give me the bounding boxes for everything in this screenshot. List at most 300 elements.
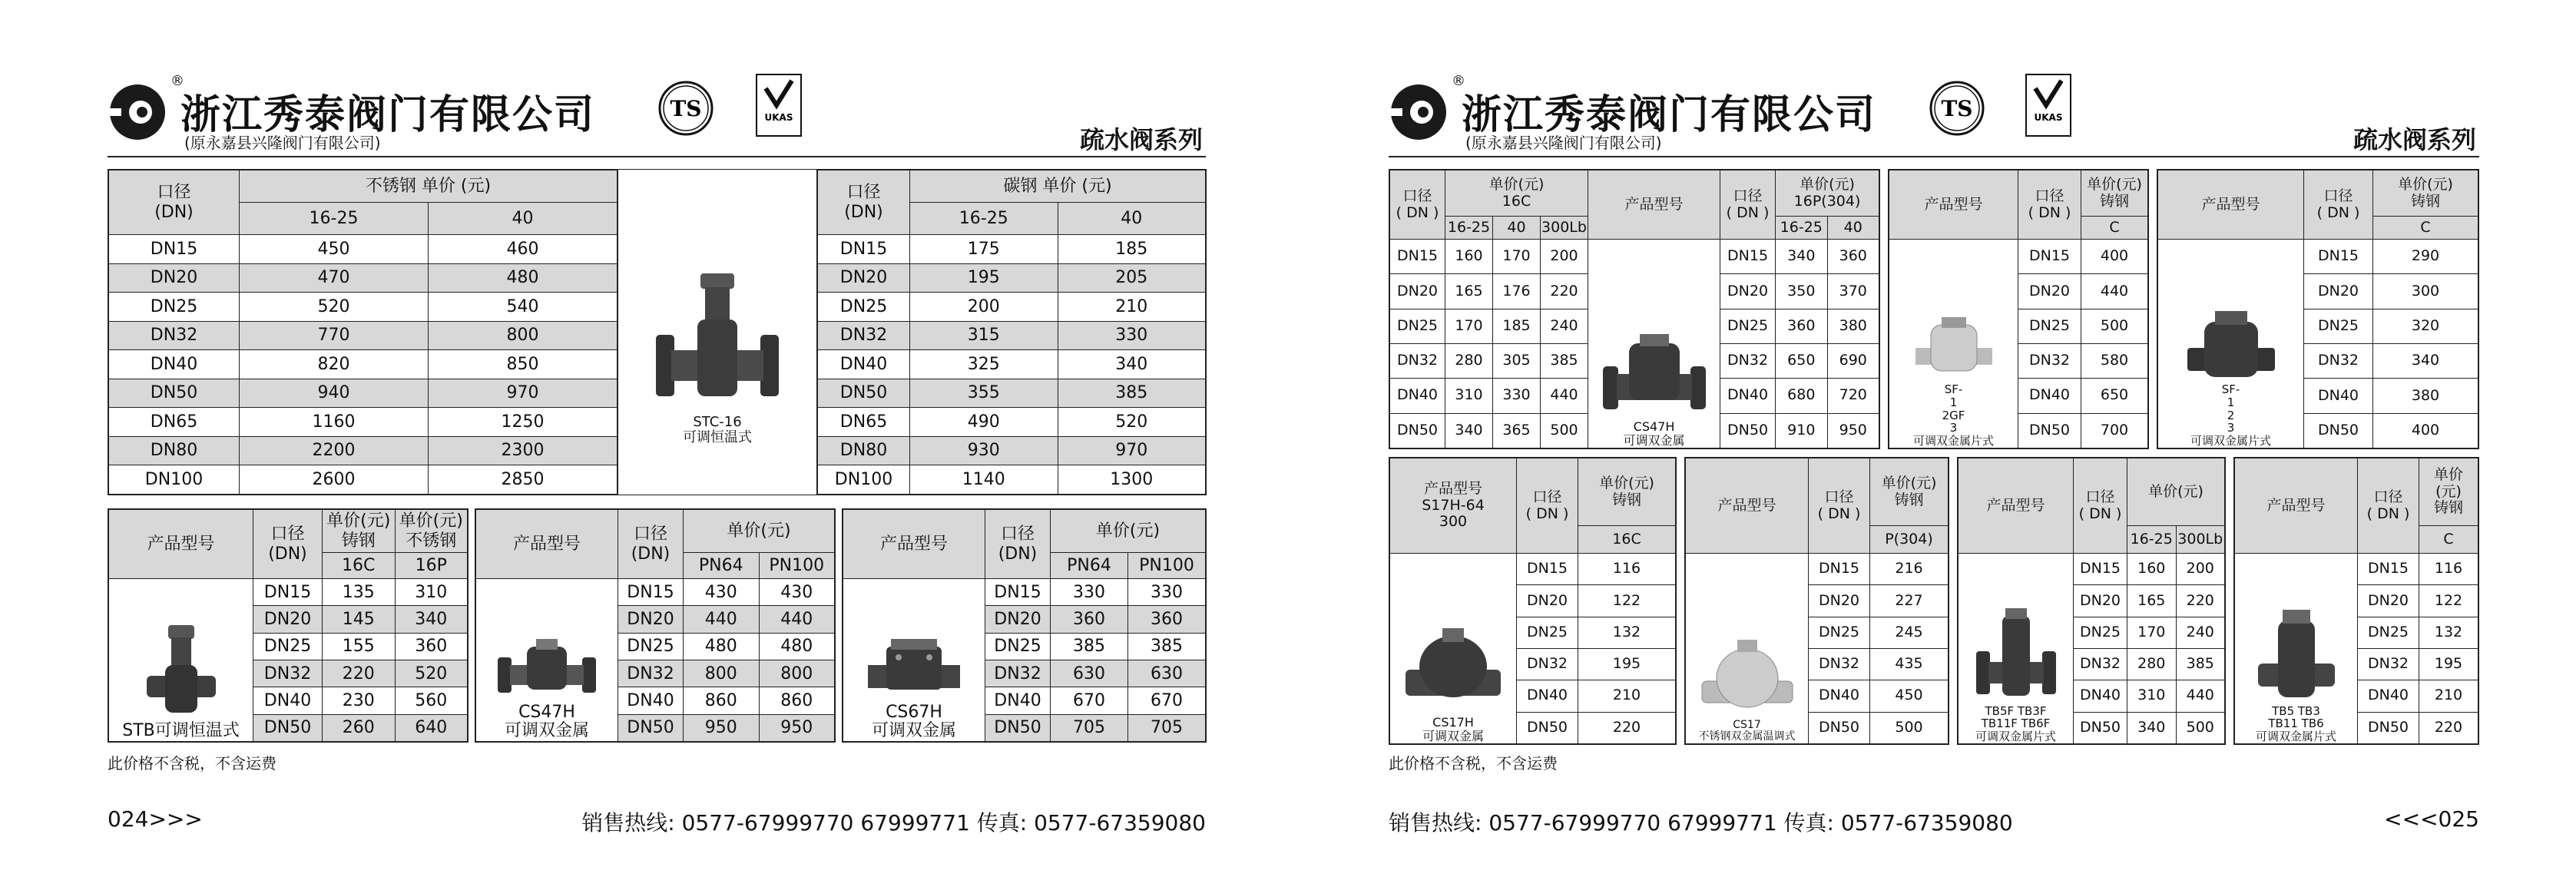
- table-cell: DN20: [1720, 274, 1776, 309]
- table-cell: 650: [1776, 343, 1827, 378]
- ts-mark-icon: [1928, 79, 1986, 137]
- table-cell: DN25: [1720, 309, 1776, 343]
- product-image-cs17h: [1390, 554, 1517, 744]
- table-cell: 520: [1058, 408, 1206, 437]
- hotline-right: 销售热线: 0577-67999770 67999771 传真: 0577-67359080: [1389, 810, 2013, 836]
- left-page: [108, 0, 1206, 877]
- table-cell: 800: [684, 660, 760, 687]
- col-header-model: 产品型号 S17H-64 300: [1390, 458, 1517, 554]
- table-cell: 305: [1493, 343, 1541, 378]
- table-cell: 500: [1870, 712, 1949, 743]
- col-header-model: 产品型号: [476, 510, 618, 579]
- ukas-text: UKAS: [2034, 112, 2063, 123]
- table-cell: 16-25: [1776, 217, 1827, 240]
- table-cell: 440: [2176, 680, 2225, 712]
- col-header-pressure-1: 16-25: [910, 203, 1058, 235]
- header-left: [108, 73, 1206, 165]
- table-cell: 220: [323, 660, 396, 687]
- table-cell: 360: [1827, 240, 1879, 274]
- col-header-16p: 16P: [395, 553, 468, 579]
- col-header-price: 单价(元) 铸钢: [1578, 458, 1676, 526]
- table-cell: 220: [1541, 274, 1588, 309]
- table-row: [818, 436, 1206, 465]
- table-cell: DN65: [109, 408, 240, 437]
- table-row: [109, 321, 618, 350]
- table-cell: 220: [2419, 712, 2478, 743]
- valve-stc16-icon: [641, 258, 794, 412]
- table-row: [818, 350, 1206, 379]
- col-header-pressure-1: 16-25: [240, 203, 429, 235]
- table-cell: 500: [2176, 712, 2225, 743]
- table-cell: 950: [759, 714, 835, 741]
- company-logo-icon: [108, 82, 167, 142]
- table-cell: 340: [1776, 240, 1827, 274]
- price-table-stb: [108, 508, 469, 743]
- col-header-price-stainless: 单价(元) 不锈钢: [395, 510, 468, 553]
- table-cell: DN25: [818, 293, 910, 322]
- table-cell: 360: [395, 633, 468, 660]
- col-header-dn: 口径 ( DN ): [2074, 458, 2127, 554]
- company-former-name: (原永嘉县兴隆阀门有限公司): [184, 134, 381, 152]
- product-image-tb5f: [1958, 554, 2074, 744]
- table-cell: DN25: [618, 633, 684, 660]
- table-cell: 210: [1578, 680, 1676, 712]
- table-cell: DN15: [109, 235, 240, 264]
- header-rule: [1389, 156, 2479, 157]
- table-cell: DN15: [2018, 240, 2081, 274]
- table-cell: 185: [1058, 235, 1206, 264]
- valve-stb-icon: [131, 622, 231, 722]
- table-cell: 340: [395, 606, 468, 633]
- valve-sf-icon: [2181, 306, 2281, 383]
- col-header-dn: 口径 (DN): [109, 170, 240, 235]
- col-header-material: 不锈钢 单价 (元): [240, 170, 618, 203]
- col-header-price-16p: 单价(元) 16P(304): [1776, 170, 1879, 217]
- col-header-pn100: PN100: [1128, 553, 1206, 579]
- price-table-tb5f: [1957, 457, 2226, 745]
- product-image-cs47h: [476, 579, 618, 742]
- table-cell: DN40: [2074, 680, 2127, 712]
- product-image-cs47h: [1588, 240, 1720, 448]
- table-cell: 145: [323, 606, 396, 633]
- price-table-cs17: [1684, 457, 1949, 745]
- table-cell: 430: [684, 579, 760, 606]
- product-caption: CS17H 可调双金属: [1422, 715, 1484, 744]
- table-cell: 650: [2081, 379, 2148, 413]
- price-table-cs17h: [1389, 457, 1677, 745]
- product-caption: CS17 不锈钢双金属温调式: [1698, 718, 1796, 743]
- table-cell: 940: [240, 379, 429, 408]
- table-cell: 860: [759, 687, 835, 714]
- table-cell: DN25: [1390, 309, 1445, 343]
- table-cell: DN20: [2358, 585, 2419, 617]
- valve-cs47h-icon: [493, 634, 601, 703]
- table-row: [843, 579, 1206, 606]
- product-image-tb5: [2235, 554, 2358, 744]
- table-cell: DN15: [1809, 554, 1870, 585]
- table-cell: 185: [1493, 309, 1541, 343]
- table-cell: 200: [910, 293, 1058, 322]
- col-header-dn: 口径 (DN): [818, 170, 910, 235]
- table-cell: DN100: [818, 465, 910, 495]
- table-cell: 160: [1445, 240, 1493, 274]
- table-cell: DN20: [253, 606, 323, 633]
- table-cell: 480: [759, 633, 835, 660]
- table-cell: 385: [1051, 633, 1128, 660]
- table-cell: 950: [1827, 413, 1879, 448]
- table-cell: 300Lb: [2176, 526, 2225, 554]
- product-caption: TB5 TB3 TB11 TB6 可调双金属片式: [2255, 703, 2336, 744]
- table-cell: 380: [1827, 309, 1879, 343]
- col-header-pn64: PN64: [1051, 553, 1128, 579]
- table-cell: 40: [1827, 217, 1879, 240]
- table-cell: 705: [1128, 714, 1206, 741]
- table-cell: 385: [1128, 633, 1206, 660]
- table-cell: DN25: [1517, 617, 1578, 648]
- price-note: 此价格不含税，不含运费: [1389, 754, 1558, 773]
- table-cell: 800: [759, 660, 835, 687]
- table-cell: DN20: [2018, 274, 2081, 309]
- table-cell: 40: [1493, 217, 1541, 240]
- col-header-price-cast: 单价(元) 铸钢: [323, 510, 396, 553]
- table-cell: DN50: [1720, 413, 1776, 448]
- table-cell: 300Lb: [1541, 217, 1588, 240]
- table-cell: 950: [684, 714, 760, 741]
- table-cell: DN50: [2018, 413, 2081, 448]
- table-cell: 340: [1058, 350, 1206, 379]
- table-row: [1390, 554, 1676, 585]
- table-cell: DN32: [985, 660, 1051, 687]
- ukas-text: UKAS: [764, 112, 793, 123]
- col-header-dn: 口径 ( DN ): [1390, 170, 1445, 240]
- table-cell: 16-25: [1445, 217, 1493, 240]
- table-cell: 355: [910, 379, 1058, 408]
- table-cell: 430: [759, 579, 835, 606]
- right-page: [1389, 0, 2479, 877]
- product-caption: STB可调恒温式: [122, 721, 240, 741]
- table-row: [109, 263, 618, 293]
- table-cell: DN32: [2074, 648, 2127, 680]
- table-cell: DN25: [1809, 617, 1870, 648]
- table-cell: 520: [395, 660, 468, 687]
- table-row: [818, 263, 1206, 293]
- table-cell: 560: [395, 687, 468, 714]
- col-header-price: 单价(元): [684, 510, 835, 553]
- page-number-right: <<<025: [2384, 806, 2479, 832]
- valve-cs47h-icon: [1597, 328, 1712, 420]
- table-cell: DN50: [109, 379, 240, 408]
- table-cell: 970: [1058, 436, 1206, 465]
- table-row: [109, 408, 618, 437]
- table-cell: 380: [2373, 379, 2478, 413]
- price-table-sf-gf: [1888, 169, 2149, 449]
- table-cell: DN50: [618, 714, 684, 741]
- table-cell: DN25: [985, 633, 1051, 660]
- table-cell: 310: [1445, 379, 1493, 413]
- col-header-dn: 口径 ( DN ): [2304, 170, 2373, 240]
- col-header-16c: 16C: [323, 553, 396, 579]
- table-cell: DN50: [1517, 712, 1578, 743]
- table-row: [109, 465, 618, 495]
- table-cell: DN20: [2304, 274, 2373, 309]
- product-caption: SF- 1 2GF 3 可调双金属片式: [1912, 382, 1994, 448]
- table-cell: 440: [684, 606, 760, 633]
- table-cell: 450: [240, 235, 429, 264]
- table-cell: DN15: [253, 579, 323, 606]
- price-table-cs67h: [842, 508, 1207, 743]
- table-row: [818, 235, 1206, 264]
- table-cell: 520: [240, 293, 429, 322]
- ts-text: TS: [670, 96, 702, 121]
- table-cell: 310: [395, 579, 468, 606]
- table-cell: 330: [1051, 579, 1128, 606]
- table-cell: 820: [240, 350, 429, 379]
- table-cell: 122: [2419, 585, 2478, 617]
- table-cell: DN15: [2358, 554, 2419, 585]
- registered-mark: ®: [171, 73, 184, 89]
- table-cell: 450: [1870, 680, 1949, 712]
- table-cell: 340: [1445, 413, 1493, 448]
- price-table-sf: [2157, 169, 2479, 449]
- series-title: 疏水阀系列: [2353, 125, 2476, 154]
- table-cell: 160: [2127, 554, 2177, 585]
- table-cell: DN32: [109, 321, 240, 350]
- page-number-left: 024>>>: [108, 806, 203, 832]
- table-cell: 670: [1051, 687, 1128, 714]
- col-header-model: 产品型号: [2158, 170, 2304, 240]
- table-cell: DN15: [1517, 554, 1578, 585]
- table-cell: 280: [1445, 343, 1493, 378]
- table-cell: DN20: [2074, 585, 2127, 617]
- table-cell: 2850: [429, 465, 618, 495]
- product-caption: TB5F TB3F TB11F TB6F 可调双金属片式: [1975, 703, 2056, 744]
- col-header-price: 单价(元) 铸钢: [2081, 170, 2148, 217]
- table-cell: 850: [429, 350, 618, 379]
- table-cell: 385: [1058, 379, 1206, 408]
- table-cell: DN15: [985, 579, 1051, 606]
- table-cell: 16C: [1578, 526, 1676, 554]
- table-cell: DN25: [253, 633, 323, 660]
- col-header-dn: 口径 (DN): [985, 510, 1051, 579]
- valve-cs17h-icon: [1399, 624, 1507, 716]
- ukas-mark-icon: [2025, 73, 2072, 137]
- table-cell: 440: [759, 606, 835, 633]
- table-cell: DN20: [618, 606, 684, 633]
- table-cell: 1250: [429, 408, 618, 437]
- table-cell: DN15: [2304, 240, 2373, 274]
- table-cell: 340: [2373, 343, 2478, 378]
- table-cell: 122: [1578, 585, 1676, 617]
- table-cell: 800: [429, 321, 618, 350]
- col-header-dn-2: 口径 ( DN ): [1720, 170, 1776, 240]
- col-header-model: 产品型号: [843, 510, 985, 579]
- table-cell: 330: [1128, 579, 1206, 606]
- table-cell: DN40: [2358, 680, 2419, 712]
- table-cell: 1140: [910, 465, 1058, 495]
- table-row: [109, 350, 618, 379]
- table-cell: DN40: [818, 350, 910, 379]
- table-cell: 116: [2419, 554, 2478, 585]
- valve-cs17-icon: [1697, 635, 1797, 720]
- col-header-dn: 口径 ( DN ): [2358, 458, 2419, 554]
- table-cell: DN32: [618, 660, 684, 687]
- table-cell: 170: [2127, 617, 2177, 648]
- valve-sf-gf-icon: [1908, 314, 2000, 383]
- table-cell: 460: [429, 235, 618, 264]
- ukas-mark-icon: [755, 73, 803, 137]
- table-cell: 330: [1493, 379, 1541, 413]
- table-cell: 195: [910, 263, 1058, 293]
- table-cell: DN50: [1809, 712, 1870, 743]
- table-cell: DN20: [818, 263, 910, 293]
- table-cell: 340: [2127, 712, 2177, 743]
- table-cell: 670: [1128, 687, 1206, 714]
- table-cell: 240: [2176, 617, 2225, 648]
- price-table-cs47h-16c-16p: [1389, 169, 1880, 449]
- table-cell: DN50: [2304, 413, 2373, 448]
- table-cell: DN80: [818, 436, 910, 465]
- table-cell: DN80: [109, 436, 240, 465]
- table-cell: DN15: [1720, 240, 1776, 274]
- col-header-dn: 口径 ( DN ): [2018, 170, 2081, 240]
- col-header-model: 产品型号: [1958, 458, 2074, 554]
- table-cell: 170: [1493, 240, 1541, 274]
- col-header-price: 单价 (元) 铸钢: [2419, 458, 2478, 526]
- table-cell: 325: [910, 350, 1058, 379]
- table-cell: C: [2373, 217, 2478, 240]
- table-cell: DN40: [985, 687, 1051, 714]
- table-cell: DN25: [2074, 617, 2127, 648]
- col-header-price: 单价(元): [1051, 510, 1206, 553]
- company-logo-icon: [1389, 82, 1449, 142]
- product-caption: SF- 1 2 3 可调双金属片式: [2190, 382, 2271, 448]
- table-cell: DN25: [2358, 617, 2419, 648]
- table-cell: 350: [1776, 274, 1827, 309]
- table-cell: 435: [1870, 648, 1949, 680]
- table-cell: C: [2081, 217, 2148, 240]
- col-header-price: 单价(元) 铸钢: [2373, 170, 2478, 217]
- table-cell: DN20: [1390, 274, 1445, 309]
- table-cell: 310: [2127, 680, 2177, 712]
- table-row: [818, 408, 1206, 437]
- table-cell: 770: [240, 321, 429, 350]
- table-cell: 360: [1051, 606, 1128, 633]
- product-caption: CS67H 可调双金属: [871, 702, 956, 741]
- table-cell: 132: [2419, 617, 2478, 648]
- col-header-price: 单价(元): [2127, 458, 2225, 526]
- table-cell: DN40: [109, 350, 240, 379]
- table-cell: 205: [1058, 263, 1206, 293]
- table-cell: 155: [323, 633, 396, 660]
- table-cell: DN32: [253, 660, 323, 687]
- table-cell: 240: [1541, 309, 1588, 343]
- registered-mark: ®: [1452, 73, 1465, 89]
- series-title: 疏水阀系列: [1079, 125, 1203, 154]
- table-cell: 910: [1776, 413, 1827, 448]
- table-cell: DN20: [985, 606, 1051, 633]
- table-row: [818, 321, 1206, 350]
- table-cell: DN50: [253, 714, 323, 741]
- table-cell: 385: [1541, 343, 1588, 378]
- table-cell: 500: [2081, 309, 2148, 343]
- col-header-pressure-2: 40: [429, 203, 618, 235]
- table-cell: 200: [1541, 240, 1588, 274]
- table-cell: 116: [1578, 554, 1676, 585]
- table-cell: 365: [1493, 413, 1541, 448]
- table-cell: 195: [1578, 648, 1676, 680]
- table-cell: 175: [910, 235, 1058, 264]
- price-table-carbon: [816, 169, 1207, 495]
- price-table-cs47h: [475, 508, 836, 743]
- table-cell: 16-25: [2127, 526, 2177, 554]
- table-cell: 230: [323, 687, 396, 714]
- table-cell: 680: [1776, 379, 1827, 413]
- table-cell: DN40: [253, 687, 323, 714]
- table-cell: 700: [2081, 413, 2148, 448]
- table-cell: 630: [1128, 660, 1206, 687]
- table-cell: DN32: [1390, 343, 1445, 378]
- table-row: [109, 436, 618, 465]
- product-caption: CS47H 可调双金属: [1623, 419, 1685, 448]
- table-cell: P(304): [1870, 526, 1949, 554]
- table-cell: DN50: [818, 379, 910, 408]
- col-header-dn: 口径 ( DN ): [1517, 458, 1578, 554]
- table-cell: DN40: [1390, 379, 1445, 413]
- table-row: [1889, 240, 2148, 274]
- col-header-price-16c: 单价(元) 16C: [1445, 170, 1588, 217]
- col-header-pressure-2: 40: [1058, 203, 1206, 235]
- table-cell: 330: [1058, 321, 1206, 350]
- table-cell: 210: [1058, 293, 1206, 322]
- table-cell: 580: [2081, 343, 2148, 378]
- table-cell: DN40: [2018, 379, 2081, 413]
- col-header-material: 碳钢 单价 (元): [910, 170, 1206, 203]
- col-header-model: 产品型号: [1588, 170, 1720, 240]
- table-cell: DN25: [2018, 309, 2081, 343]
- table-cell: 540: [429, 293, 618, 322]
- table-cell: 245: [1870, 617, 1949, 648]
- product-image-stc16: [618, 169, 816, 495]
- table-cell: 480: [429, 263, 618, 293]
- table-cell: 705: [1051, 714, 1128, 741]
- table-cell: 500: [1541, 413, 1588, 448]
- table-cell: DN32: [2304, 343, 2373, 378]
- table-cell: 470: [240, 263, 429, 293]
- table-cell: DN32: [2358, 648, 2419, 680]
- table-cell: C: [2419, 526, 2478, 554]
- table-cell: DN32: [1809, 648, 1870, 680]
- table-cell: 195: [2419, 648, 2478, 680]
- product-caption: CS47H 可调双金属: [504, 702, 589, 741]
- hotline-left: 销售热线: 0577-67999770 67999771 传真: 0577-67359080: [581, 810, 1206, 836]
- table-cell: 370: [1827, 274, 1879, 309]
- table-cell: DN40: [1720, 379, 1776, 413]
- table-cell: 220: [2176, 585, 2225, 617]
- product-image-cs17: [1686, 554, 1809, 744]
- table-row: [109, 579, 468, 606]
- table-cell: 970: [429, 379, 618, 408]
- table-cell: DN50: [2074, 712, 2127, 743]
- table-cell: DN32: [1720, 343, 1776, 378]
- table-cell: 440: [1541, 379, 1588, 413]
- table-cell: 2300: [429, 436, 618, 465]
- col-header-dn: 口径 (DN): [618, 510, 684, 579]
- company-former-name: (原永嘉县兴隆阀门有限公司): [1465, 134, 1662, 152]
- col-header-model: 产品型号: [1686, 458, 1809, 554]
- product-image-sf: [2158, 240, 2304, 448]
- table-cell: 216: [1870, 554, 1949, 585]
- price-note: 此价格不含税，不含运费: [108, 754, 276, 773]
